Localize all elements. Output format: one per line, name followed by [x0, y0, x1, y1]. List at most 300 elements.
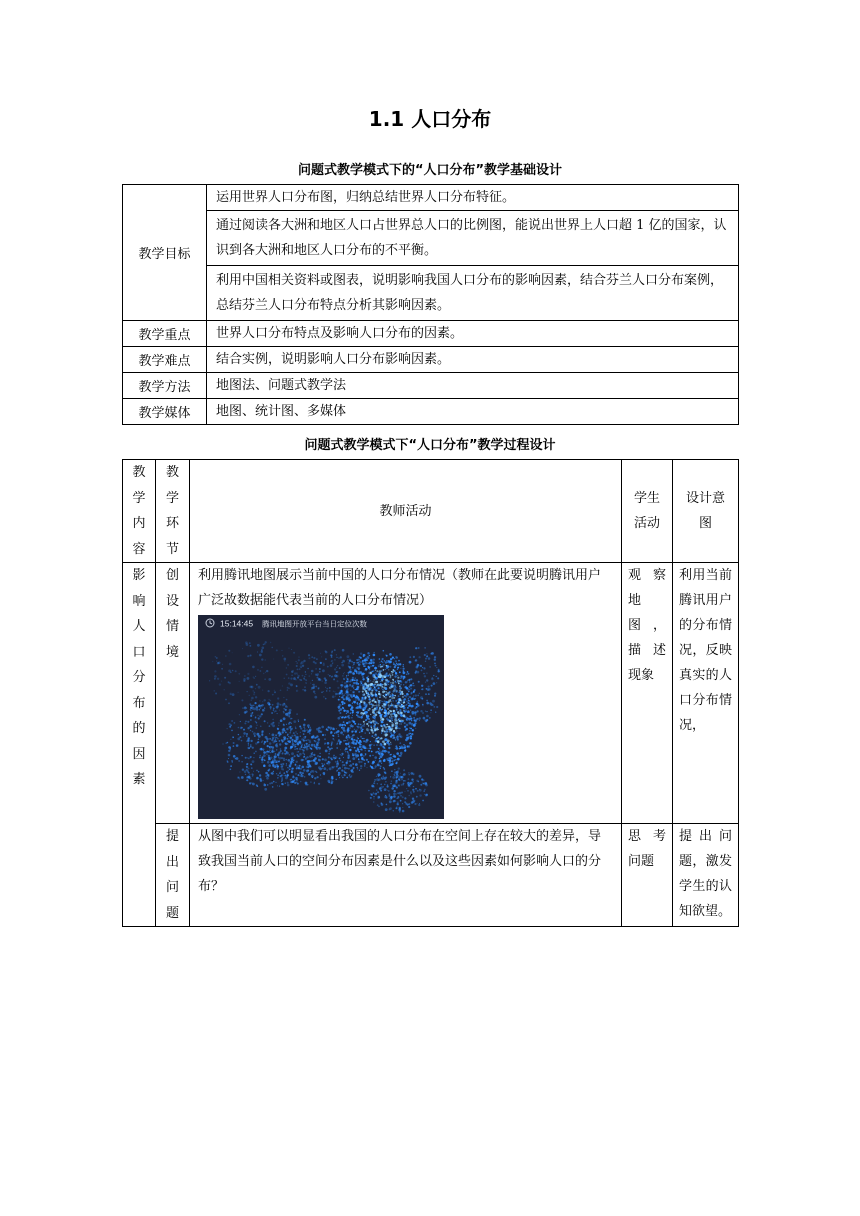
population-dot	[378, 748, 380, 750]
population-dot	[423, 717, 426, 720]
population-dot	[269, 733, 270, 734]
population-dot	[417, 704, 420, 707]
population-dot	[323, 772, 326, 775]
population-dot	[303, 733, 305, 735]
population-dot	[282, 752, 283, 753]
population-dot	[367, 689, 369, 691]
population-dot	[406, 686, 407, 687]
population-dot	[307, 739, 309, 741]
population-dot	[379, 662, 380, 663]
population-dot	[390, 728, 392, 730]
population-dot	[299, 765, 301, 767]
population-dot	[360, 700, 363, 703]
population-dot	[281, 783, 283, 785]
population-dot	[337, 730, 340, 733]
population-dot	[309, 675, 311, 677]
population-dot	[222, 664, 223, 665]
population-dot	[256, 684, 258, 686]
teacher-activity-cell: 从图中我们可以明显看出我国的人口分布在空间上存在较大的差异，导致我国当前人口的空间分布因素是什么以及这些因素如何影响人口的分布？	[190, 824, 622, 927]
population-dot	[322, 680, 323, 681]
population-dot	[214, 690, 215, 691]
population-dot	[244, 770, 247, 773]
population-dot	[363, 709, 365, 711]
population-dot	[265, 736, 268, 739]
population-dot	[396, 752, 399, 755]
population-dot	[272, 734, 275, 737]
population-dot	[398, 809, 400, 811]
population-dot	[351, 775, 352, 776]
population-dot	[217, 678, 219, 680]
population-dot	[396, 776, 398, 778]
population-dot	[382, 675, 385, 678]
population-dot	[426, 794, 428, 796]
population-dot	[374, 709, 375, 710]
population-dot	[257, 725, 258, 726]
population-dot	[412, 729, 414, 731]
population-dot	[306, 766, 308, 768]
population-dot	[271, 712, 273, 714]
population-dot	[277, 774, 279, 776]
population-dot	[303, 749, 305, 751]
population-dot	[369, 750, 371, 752]
population-dot	[260, 726, 261, 727]
population-dot	[419, 656, 421, 658]
key-point-value: 世界人口分布特点及影响人口分布的因素。	[207, 321, 739, 347]
process-design-table	[122, 459, 739, 927]
population-dot	[393, 662, 394, 663]
population-dot	[379, 697, 380, 698]
population-dot	[382, 689, 384, 691]
goal-label: 教学目标	[123, 185, 207, 321]
population-dot	[340, 692, 343, 695]
population-dot	[316, 674, 318, 676]
population-dot	[308, 760, 310, 762]
population-dot	[280, 690, 282, 692]
population-dot	[286, 776, 288, 778]
population-dot	[219, 683, 221, 685]
population-dot	[434, 693, 436, 695]
population-dot	[314, 737, 316, 739]
population-dot	[372, 731, 374, 733]
population-dot	[394, 774, 395, 775]
population-dot	[347, 739, 348, 740]
population-dot	[347, 655, 350, 658]
population-dot	[248, 744, 249, 745]
population-dot	[402, 748, 403, 749]
population-dot	[415, 788, 417, 790]
population-dot	[251, 697, 254, 700]
population-dot	[356, 740, 358, 742]
population-dot	[349, 760, 351, 762]
population-dot	[377, 751, 379, 753]
content-char: 分	[132, 670, 146, 685]
population-dot	[379, 760, 382, 763]
population-dot	[257, 644, 260, 647]
population-dot	[334, 739, 335, 740]
population-dot	[231, 720, 233, 722]
population-dot	[394, 685, 395, 686]
population-dot	[359, 732, 361, 734]
population-dot	[372, 675, 374, 677]
population-dot	[365, 697, 367, 699]
population-dot	[320, 653, 321, 654]
population-dot	[382, 779, 383, 780]
population-dot	[307, 668, 309, 670]
population-dot	[401, 704, 402, 705]
population-dot	[319, 756, 321, 758]
population-dot	[278, 760, 280, 762]
population-dot	[388, 669, 389, 670]
population-dot	[295, 773, 297, 775]
population-dot	[393, 785, 395, 787]
population-dot	[343, 698, 345, 700]
population-dot	[384, 700, 386, 702]
population-dot	[358, 687, 359, 688]
population-dot	[409, 715, 411, 717]
map-caption: 腾讯地图开放平台当日定位次数	[262, 619, 367, 629]
population-dot	[435, 712, 436, 713]
population-dot	[287, 689, 288, 690]
population-dot	[300, 727, 302, 729]
population-dot	[428, 657, 431, 660]
population-dot	[400, 735, 403, 738]
stage-cell	[156, 824, 190, 927]
population-dot	[415, 670, 417, 672]
population-dot	[312, 756, 313, 757]
population-dot	[403, 668, 405, 670]
population-dot	[347, 716, 349, 718]
population-dot	[391, 684, 392, 685]
population-dot	[268, 764, 271, 767]
population-dot	[214, 675, 217, 678]
population-dot	[415, 711, 417, 713]
population-dot	[255, 717, 257, 719]
population-dot	[407, 671, 409, 673]
population-dot	[257, 651, 258, 652]
population-dot	[346, 722, 348, 724]
population-dot	[403, 773, 406, 776]
population-dot	[389, 687, 390, 688]
population-dot	[340, 754, 341, 755]
population-dot	[342, 777, 344, 779]
population-dot	[422, 782, 423, 783]
population-dot	[372, 794, 373, 795]
population-dot	[269, 769, 271, 771]
population-dot	[272, 694, 274, 696]
population-dot	[341, 731, 343, 733]
population-dot	[331, 776, 333, 778]
population-dot	[329, 748, 332, 751]
population-dot	[419, 693, 420, 694]
population-dot	[371, 751, 373, 753]
population-dot	[379, 707, 381, 709]
population-dot	[375, 693, 376, 694]
population-dot	[284, 749, 286, 751]
population-dot	[423, 780, 424, 781]
population-dot	[395, 759, 396, 760]
population-dot	[403, 676, 406, 679]
population-dot	[379, 658, 381, 660]
population-dot	[238, 692, 239, 693]
population-dot	[241, 776, 244, 779]
population-dot	[376, 738, 378, 740]
population-dot	[316, 744, 318, 746]
population-dot	[281, 739, 283, 741]
population-dot	[288, 759, 291, 762]
population-dot	[377, 804, 379, 806]
population-dot	[384, 712, 386, 714]
content-char: 影	[132, 568, 146, 583]
population-dot	[417, 695, 419, 697]
population-dot	[394, 719, 397, 722]
population-dot	[289, 709, 292, 712]
population-dot	[296, 782, 297, 783]
population-dot	[387, 784, 388, 785]
population-dot	[288, 736, 290, 738]
population-dot	[241, 761, 243, 763]
population-dot	[289, 732, 291, 734]
population-dot	[366, 723, 368, 725]
population-dot	[360, 681, 361, 682]
population-dot	[347, 755, 350, 758]
population-dot	[257, 669, 259, 671]
population-dot	[304, 689, 306, 691]
population-dot	[407, 707, 409, 709]
population-dot	[266, 777, 269, 780]
population-dot	[272, 719, 274, 721]
population-dot	[324, 759, 327, 762]
population-dot	[305, 740, 307, 742]
population-dot	[346, 745, 347, 746]
stage-char: 创	[165, 568, 179, 583]
population-dot	[396, 663, 397, 664]
content-char: 布	[132, 695, 146, 711]
population-dot	[424, 647, 425, 648]
population-dot	[389, 710, 391, 712]
population-dot	[368, 693, 369, 694]
population-dot	[354, 729, 356, 731]
population-dot	[425, 661, 426, 662]
population-dot	[241, 727, 243, 729]
population-dot	[407, 790, 409, 792]
population-dot	[261, 741, 263, 743]
population-dot	[273, 771, 274, 772]
population-dot	[259, 654, 262, 657]
population-dot	[269, 747, 270, 748]
population-dot	[396, 747, 399, 750]
population-dot	[225, 655, 227, 657]
population-dot	[336, 763, 339, 766]
population-dot	[406, 719, 408, 721]
population-dot	[380, 681, 381, 682]
population-dot	[270, 706, 272, 708]
population-dot	[410, 728, 412, 730]
media-value: 地图、统计图、多媒体	[207, 399, 739, 425]
population-dot	[375, 714, 378, 717]
population-dot	[362, 738, 363, 739]
population-dot	[348, 697, 350, 699]
population-dot	[395, 739, 396, 740]
population-dot	[351, 771, 353, 773]
population-dot	[272, 746, 275, 749]
population-dot	[395, 705, 397, 707]
population-dot	[392, 682, 395, 685]
population-dot	[412, 798, 414, 800]
population-dot	[339, 743, 340, 744]
population-dot	[263, 751, 266, 754]
population-dot	[352, 769, 354, 771]
population-dot	[389, 757, 392, 760]
population-dot	[333, 691, 334, 692]
population-dot	[258, 771, 260, 773]
population-dot	[383, 687, 385, 689]
population-dot	[328, 753, 329, 754]
population-dot	[312, 684, 313, 685]
population-dot	[384, 683, 386, 685]
population-dot	[280, 704, 282, 706]
population-dot	[260, 755, 261, 756]
population-dot	[375, 670, 376, 671]
population-dot	[284, 658, 287, 661]
population-dot	[379, 712, 381, 714]
population-dot	[426, 688, 428, 690]
population-dot	[279, 772, 281, 774]
population-dot	[329, 727, 332, 730]
population-density-map	[198, 615, 444, 819]
population-dot	[230, 769, 232, 771]
population-dot	[349, 660, 351, 662]
population-dot	[337, 743, 338, 744]
map-time: 15:14:45	[220, 618, 254, 629]
population-dot	[387, 740, 390, 743]
population-dot	[290, 761, 293, 764]
population-dot	[233, 745, 235, 747]
population-dot	[397, 669, 398, 670]
population-dot	[379, 745, 380, 746]
population-dot	[349, 672, 350, 673]
population-dot	[349, 684, 351, 686]
population-dot	[267, 722, 268, 723]
population-dot	[343, 730, 346, 733]
stage-char: 出	[165, 854, 179, 870]
population-dot	[315, 662, 317, 664]
population-dot	[436, 682, 437, 683]
population-dot	[393, 754, 394, 755]
population-dot	[264, 679, 265, 680]
population-dot	[422, 705, 423, 706]
population-dot	[277, 778, 278, 779]
population-dot	[387, 692, 390, 695]
population-dot	[236, 757, 239, 760]
population-dot	[408, 778, 410, 780]
population-dot	[352, 715, 353, 716]
population-dot	[400, 795, 402, 797]
population-dot	[380, 715, 382, 717]
population-dot	[252, 760, 255, 763]
population-dot	[399, 709, 401, 711]
population-dot	[415, 707, 417, 709]
population-dot	[283, 711, 285, 713]
population-dot	[385, 733, 388, 736]
population-dot	[343, 721, 345, 723]
population-dot	[389, 793, 391, 795]
population-dot	[291, 781, 294, 784]
population-dot	[341, 687, 342, 688]
population-dot	[348, 692, 350, 694]
population-dot	[230, 692, 231, 693]
population-dot	[328, 764, 329, 765]
population-dot	[352, 677, 354, 679]
population-dot	[281, 765, 283, 767]
population-dot	[395, 801, 396, 802]
population-dot	[398, 733, 400, 735]
population-dot	[286, 674, 288, 676]
population-dot	[291, 649, 292, 650]
population-dot	[384, 715, 387, 718]
population-dot	[233, 755, 236, 758]
population-dot	[426, 715, 429, 718]
population-dot	[386, 655, 388, 657]
population-dot	[268, 755, 270, 757]
population-dot	[278, 725, 279, 726]
table1-caption: 问题式教学模式下的“人口分布”教学基础设计	[297, 163, 563, 178]
population-dot	[258, 717, 260, 719]
population-dot	[399, 742, 401, 744]
population-dot	[433, 675, 434, 676]
population-dot	[340, 760, 342, 762]
population-dot	[388, 711, 390, 713]
population-dot	[373, 801, 375, 803]
population-dot	[387, 785, 389, 787]
population-dot	[281, 777, 282, 778]
header-content-char: 教	[132, 465, 146, 480]
population-dot	[251, 764, 253, 766]
population-dot	[342, 681, 343, 682]
population-dot	[331, 651, 333, 653]
population-dot	[304, 754, 305, 755]
population-dot	[361, 661, 363, 663]
population-dot	[275, 735, 277, 737]
population-dot	[247, 655, 249, 657]
population-dot	[390, 776, 391, 777]
population-dot	[386, 672, 388, 674]
population-dot	[388, 731, 390, 733]
population-dot	[404, 797, 406, 799]
population-dot	[252, 775, 253, 776]
population-dot	[391, 704, 393, 706]
stage-char: 情	[165, 619, 179, 634]
population-dot	[429, 717, 431, 719]
population-dot	[374, 729, 376, 731]
population-dot	[292, 768, 294, 770]
population-dot	[438, 670, 440, 672]
population-dot	[304, 728, 305, 729]
population-dot	[306, 756, 308, 758]
population-dot	[395, 660, 397, 662]
population-dot	[431, 652, 434, 655]
goal-item: 通过阅读各大洲和地区人口占世界总人口的比例图，能说出世界上人口超 1 亿的国家，认识到各大洲和地区人口分布的不平衡。	[207, 211, 739, 266]
population-dot	[428, 688, 431, 691]
population-dot	[314, 777, 316, 779]
population-dot	[238, 734, 239, 735]
population-dot	[415, 714, 417, 716]
population-dot	[320, 662, 322, 664]
population-dot	[347, 751, 348, 752]
population-dot	[387, 729, 388, 730]
population-dot	[402, 720, 404, 722]
population-dot	[326, 690, 328, 692]
population-dot	[330, 733, 331, 734]
